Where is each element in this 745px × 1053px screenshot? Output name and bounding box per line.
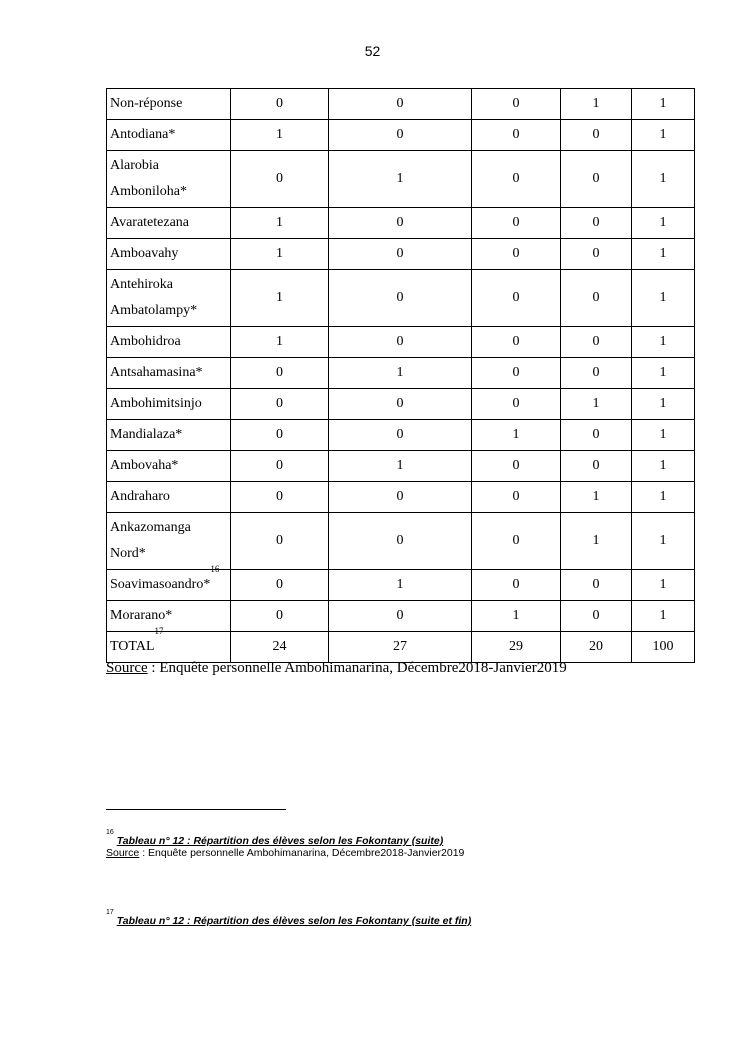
footnote-ref[interactable]: 16	[210, 564, 220, 574]
row-name: Ankazomanga Nord*	[107, 513, 231, 570]
total-row	[107, 632, 695, 663]
row-name: Andraharo	[107, 482, 231, 513]
cell: 0	[329, 601, 472, 632]
table-row	[107, 151, 695, 208]
footnote-separator	[106, 809, 286, 810]
cell: 0	[231, 513, 329, 570]
cell: 27	[329, 632, 472, 663]
table-row	[107, 120, 695, 151]
row-name: Antehiroka Ambatolampy*	[107, 270, 231, 327]
cell: 0	[472, 482, 561, 513]
cell: 0	[472, 270, 561, 327]
cell: 1	[231, 239, 329, 270]
footnote-17	[106, 909, 472, 927]
row-name-cell	[107, 626, 231, 663]
cell: 0	[561, 151, 632, 208]
table-row	[107, 89, 695, 120]
footnote-16	[106, 829, 465, 859]
row-name: Mandialaza*	[107, 420, 231, 451]
cell: 0	[472, 451, 561, 482]
table-row	[107, 601, 695, 632]
row-name: Soavimasoandro*	[110, 577, 211, 592]
table-row	[107, 208, 695, 239]
cell: 0	[472, 358, 561, 389]
cell: 0	[231, 482, 329, 513]
footnote-number: 16	[106, 829, 114, 836]
row-name: Alarobia Amboniloha*	[107, 151, 231, 208]
cell: 1	[632, 270, 695, 327]
cell: 0	[472, 513, 561, 570]
table-row	[107, 270, 695, 327]
cell: 1	[632, 327, 695, 358]
cell: 0	[561, 358, 632, 389]
row-name: Ambovaha*	[107, 451, 231, 482]
cell: 0	[561, 570, 632, 601]
cell: 1	[329, 570, 472, 601]
table-row	[107, 389, 695, 420]
fokontany-table	[106, 88, 695, 663]
cell: 0	[472, 327, 561, 358]
table-row	[107, 327, 695, 358]
table-row	[107, 482, 695, 513]
cell: 1	[231, 120, 329, 151]
cell: 1	[632, 513, 695, 570]
cell: 1	[231, 327, 329, 358]
row-name: Ambohimitsinjo	[107, 389, 231, 420]
cell: 0	[561, 239, 632, 270]
cell: 0	[561, 327, 632, 358]
cell: 0	[231, 601, 329, 632]
cell: 1	[632, 570, 695, 601]
cell: 0	[329, 482, 472, 513]
table-row	[107, 420, 695, 451]
cell: 1	[632, 482, 695, 513]
cell: 0	[329, 89, 472, 120]
table-source	[106, 660, 567, 677]
cell: 0	[231, 451, 329, 482]
cell: 0	[561, 420, 632, 451]
cell: 29	[472, 632, 561, 663]
cell: 1	[329, 451, 472, 482]
cell: 1	[561, 513, 632, 570]
cell: 1	[329, 151, 472, 208]
cell: 0	[231, 420, 329, 451]
cell: 1	[561, 482, 632, 513]
row-name-cell	[107, 564, 231, 601]
cell: 1	[632, 120, 695, 151]
cell: 0	[561, 601, 632, 632]
cell: 0	[231, 151, 329, 208]
cell: 1	[231, 270, 329, 327]
cell: 0	[231, 389, 329, 420]
cell: 0	[329, 239, 472, 270]
cell: 24	[231, 632, 329, 663]
source-label: Source	[106, 660, 148, 676]
cell: 0	[329, 327, 472, 358]
cell: 1	[472, 601, 561, 632]
cell: 1	[632, 151, 695, 208]
cell: 1	[632, 420, 695, 451]
cell: 0	[472, 120, 561, 151]
row-name: Ambohidroa	[107, 327, 231, 358]
footnote-ref[interactable]: 17	[154, 626, 164, 636]
cell: 0	[472, 389, 561, 420]
cell: 1	[632, 358, 695, 389]
table-row	[107, 239, 695, 270]
row-name: Antodiana*	[107, 120, 231, 151]
row-name: Morarano*	[107, 601, 231, 632]
cell: 0	[329, 270, 472, 327]
cell: 0	[472, 89, 561, 120]
cell: 0	[329, 420, 472, 451]
cell: 0	[329, 389, 472, 420]
cell: 0	[231, 89, 329, 120]
table-row	[107, 513, 695, 570]
footnote-title: Tableau n° 12 : Répartition des élèves selon les Fokontany (suite)	[116, 835, 444, 847]
cell: 1	[632, 239, 695, 270]
row-name: Antsahamasina*	[107, 358, 231, 389]
cell: 0	[329, 208, 472, 239]
cell: 1	[561, 389, 632, 420]
cell: 0	[329, 513, 472, 570]
cell: 0	[472, 208, 561, 239]
cell: 1	[561, 89, 632, 120]
cell: 1	[632, 451, 695, 482]
cell: 1	[632, 89, 695, 120]
cell: 0	[472, 151, 561, 208]
source-text: : Enquête personnelle Ambohimanarina, Décembre2018-Janvier2019	[147, 660, 567, 676]
cell: 0	[231, 570, 329, 601]
cell: 0	[561, 451, 632, 482]
cell: 1	[329, 358, 472, 389]
cell: 0	[561, 208, 632, 239]
cell: 0	[329, 120, 472, 151]
footnote-source-text: : Enquête personnelle Ambohimanarina, Décembre2018-Janvier2019	[139, 847, 465, 859]
row-name: Non-réponse	[107, 89, 231, 120]
cell: 1	[231, 208, 329, 239]
table-row	[107, 451, 695, 482]
row-name: Amboavahy	[107, 239, 231, 270]
row-name: Avaratetezana	[107, 208, 231, 239]
cell: 1	[632, 208, 695, 239]
cell: 100	[632, 632, 695, 663]
cell: 20	[561, 632, 632, 663]
table-row	[107, 570, 695, 601]
cell: 1	[472, 420, 561, 451]
row-name: TOTAL	[110, 639, 155, 654]
cell: 0	[231, 358, 329, 389]
cell: 0	[561, 120, 632, 151]
cell: 1	[632, 601, 695, 632]
cell: 0	[561, 270, 632, 327]
cell: 1	[632, 389, 695, 420]
footnote-title: Tableau n° 12 : Répartition des élèves selon les Fokontany (suite et fin)	[116, 915, 472, 927]
cell: 0	[472, 239, 561, 270]
cell: 0	[472, 570, 561, 601]
table-row	[107, 358, 695, 389]
page-number: 52	[364, 43, 381, 59]
footnote-number: 17	[106, 909, 114, 916]
footnote-source-label: Source	[106, 847, 140, 859]
